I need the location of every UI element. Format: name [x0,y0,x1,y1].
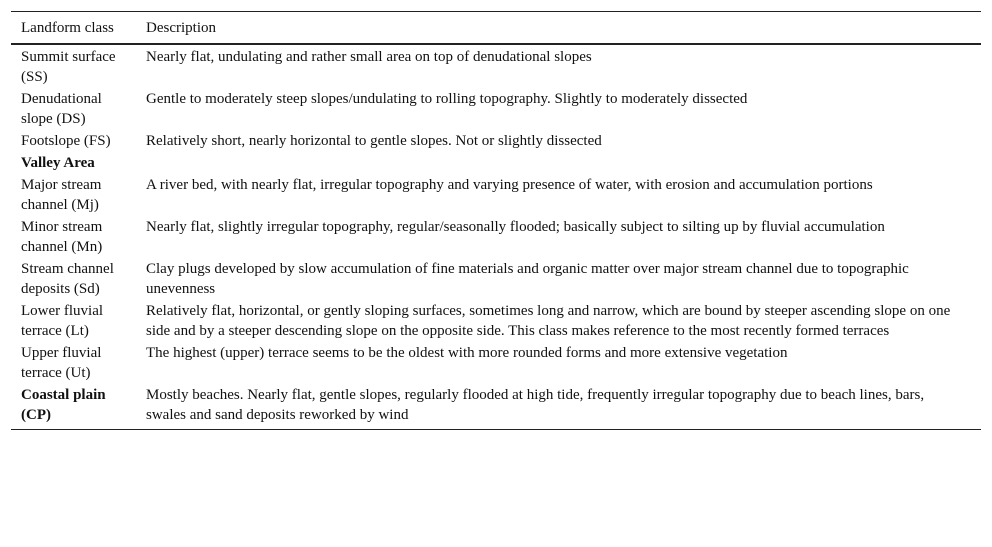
description-cell: Gentle to moderately steep slopes/undulating to rolling topography. Slightly to moderately dissected [146,91,748,107]
landform-class-cell: Minor stream channel (Mn) [21,219,103,255]
table-row [11,174,981,216]
table-row [11,384,981,430]
landform-class-cell: Upper fluvial terrace (Ut) [21,345,102,381]
landform-class-cell: Stream channel deposits (Sd) [21,261,114,297]
header-landform-class: Landform class [21,20,114,36]
table-row [11,88,981,130]
landform-class-cell: Lower fluvial terrace (Lt) [21,303,104,339]
section-heading: Valley Area [21,155,95,171]
table-row [11,300,981,342]
landform-class-cell: Footslope (FS) [21,133,111,149]
table-row [11,44,981,88]
section-row [11,152,981,174]
header-row [11,12,981,45]
description-cell: Clay plugs developed by slow accumulation of fine materials and organic matter over major stream channel due to topographic unevenness [146,261,909,297]
landform-class-cell: Summit surface (SS) [21,49,116,85]
table-row [11,216,981,258]
description-cell: Relatively flat, horizontal, or gently sloping surfaces, sometimes long and narrow, which are bound by steeper ascending slope on one side and by a steeper descending slope on the opposite side. This class makes reference to the most recently formed terraces [146,303,951,339]
table-header [11,12,981,45]
landform-class-cell: Coastal plain (CP) [21,387,106,423]
description-cell [136,152,981,174]
table-body [11,44,981,430]
landform-table [11,11,981,430]
description-cell: Relatively short, nearly horizontal to gentle slopes. Not or slightly dissected [146,133,602,149]
table-row [11,130,981,152]
description-cell: The highest (upper) terrace seems to be the oldest with more rounded forms and more extensive vegetation [146,345,788,361]
description-cell: Nearly flat, slightly irregular topography, regular/seasonally flooded; basically subject to silting up by fluvial accumulation [146,219,885,235]
description-cell: A river bed, with nearly flat, irregular topography and varying presence of water, with erosion and accumulation portions [146,177,873,193]
description-cell: Mostly beaches. Nearly flat, gentle slopes, regularly flooded at high tide, frequently irregular topography due to beach lines, bars, swales and sand deposits reworked by wind [146,387,925,423]
landform-class-cell: Major stream channel (Mj) [21,177,102,213]
table-row [11,258,981,300]
table-row [11,342,981,384]
description-cell: Nearly flat, undulating and rather small area on top of denudational slopes [146,49,592,65]
header-description: Description [146,20,216,36]
landform-class-cell: Denudational slope (DS) [21,91,102,127]
landform-table-container [11,11,981,430]
